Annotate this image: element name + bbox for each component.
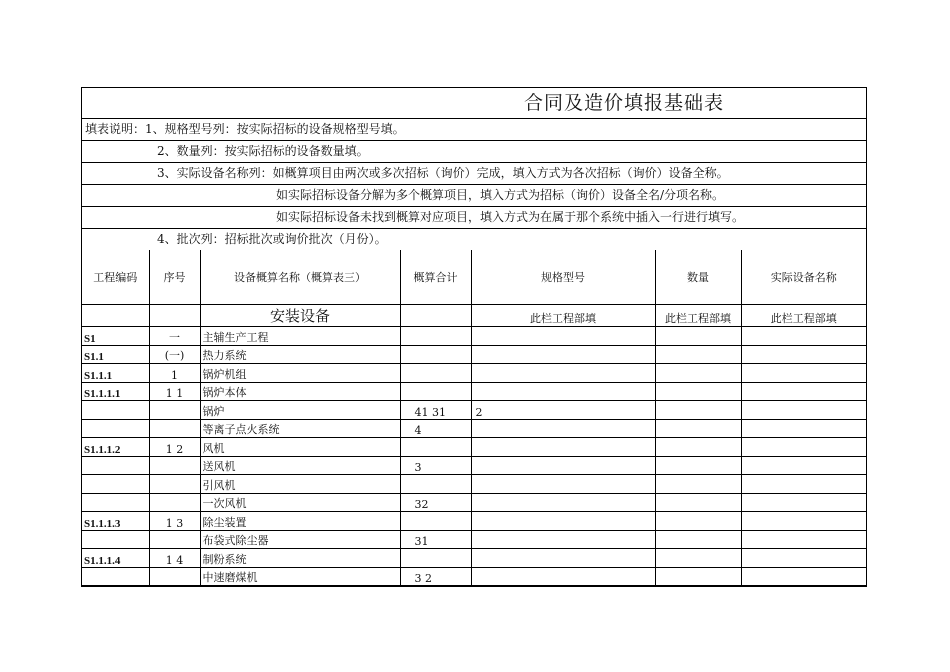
cell-sum xyxy=(400,475,471,494)
cell-spec xyxy=(471,327,655,346)
equipment-table xyxy=(82,250,866,586)
note-text: 3、实际设备名称列：如概算项目由两次或多次招标（询价）完成，填入方式为各次招标（询价）设备全称。 xyxy=(157,166,729,180)
cell-actual xyxy=(741,382,866,401)
cell-spec xyxy=(471,530,655,549)
cell-actual xyxy=(741,493,866,512)
note-row-1 xyxy=(82,119,866,141)
col-header-name: 设备概算名称（概算表三） xyxy=(200,250,400,305)
cell-actual xyxy=(741,327,866,346)
cell-sum: 32 xyxy=(400,493,471,512)
cell-spec xyxy=(471,438,655,457)
col-header-sum: 概算合计 xyxy=(400,250,471,305)
cell-spec xyxy=(471,382,655,401)
cell-sum: 31 xyxy=(400,530,471,549)
cell-name: 一次风机 xyxy=(200,493,400,512)
cell-seq xyxy=(149,567,200,586)
table-row xyxy=(82,382,866,401)
cell-spec xyxy=(471,512,655,531)
cell-spec: 2 xyxy=(471,401,655,420)
table-row xyxy=(82,345,866,364)
cell-code xyxy=(82,567,149,586)
cell-sum: 4 xyxy=(400,419,471,438)
col-header-spec: 规格型号 xyxy=(471,250,655,305)
table-row xyxy=(82,438,866,457)
section-name: 安装设备 xyxy=(200,305,400,327)
cell-code xyxy=(82,493,149,512)
cell-name: 风机 xyxy=(200,438,400,457)
cell-name: 中速磨煤机 xyxy=(200,567,400,586)
cell-actual xyxy=(741,364,866,383)
cell-name: 锅炉机组 xyxy=(200,364,400,383)
note-row-4 xyxy=(82,185,866,207)
title-row xyxy=(82,88,866,119)
table-row xyxy=(82,549,866,568)
cell-code: S1 xyxy=(82,327,149,346)
cell-actual xyxy=(741,512,866,531)
cell-actual xyxy=(741,401,866,420)
note-row-5 xyxy=(82,207,866,229)
cell-code: S1.1.1.1 xyxy=(82,382,149,401)
cell-seq xyxy=(149,475,200,494)
cell-code: S1.1.1.4 xyxy=(82,549,149,568)
col-header-qty: 数量 xyxy=(655,250,741,305)
cell-seq: 1 4 xyxy=(149,549,200,568)
cell-spec xyxy=(471,345,655,364)
note-text: 2、数量列：按实际招标的设备数量填。 xyxy=(157,144,369,158)
col-header-code: 工程编码 xyxy=(82,250,149,305)
cell-sum xyxy=(400,549,471,568)
cell-code xyxy=(82,456,149,475)
cell-code: S1.1.1.3 xyxy=(82,512,149,531)
cell-qty xyxy=(655,401,741,420)
note-text: 填表说明：1、规格型号列：按实际招标的设备规格型号填。 xyxy=(85,122,405,136)
cell-name: 主辅生产工程 xyxy=(200,327,400,346)
page-title: 合同及造价填报基础表 xyxy=(524,92,725,114)
note-text: 如实际招标设备分解为多个概算项目，填入方式为招标（询价）设备全名/分项名称。 xyxy=(276,188,725,202)
cell-qty xyxy=(655,512,741,531)
note-row-2 xyxy=(82,141,866,163)
cell-seq xyxy=(149,493,200,512)
section-spec-note: 此栏工程部填 xyxy=(471,305,655,327)
cell-seq: 1 1 xyxy=(149,382,200,401)
cell-sum xyxy=(400,327,471,346)
cell-sum xyxy=(400,512,471,531)
cell-qty xyxy=(655,567,741,586)
cell-actual xyxy=(741,438,866,457)
cell-name: 引风机 xyxy=(200,475,400,494)
cell-code: S1.1 xyxy=(82,345,149,364)
table-row xyxy=(82,401,866,420)
cell-seq xyxy=(149,530,200,549)
table-row xyxy=(82,364,866,383)
cell-code: S1.1.1 xyxy=(82,364,149,383)
cell-seq: 1 xyxy=(149,364,200,383)
cell-qty xyxy=(655,438,741,457)
col-header-actual: 实际设备名称 xyxy=(741,250,866,305)
col-header-seq: 序号 xyxy=(149,250,200,305)
cell-sum xyxy=(400,345,471,364)
cell-sum: 41 31 xyxy=(400,401,471,420)
cell-seq: 1 3 xyxy=(149,512,200,531)
cell-seq xyxy=(149,456,200,475)
table-row xyxy=(82,456,866,475)
cell-name: 锅炉 xyxy=(200,401,400,420)
cell-qty xyxy=(655,530,741,549)
note-text: 如实际招标设备未找到概算对应项目，填入方式为在属于那个系统中插入一行进行填写。 xyxy=(276,210,745,224)
cell-sum: 3 xyxy=(400,456,471,475)
cell-actual xyxy=(741,345,866,364)
table-row xyxy=(82,493,866,512)
section-actual-note: 此栏工程部填 xyxy=(741,305,866,327)
cell-qty xyxy=(655,493,741,512)
cell-actual xyxy=(741,530,866,549)
note-row-6 xyxy=(82,229,866,250)
cell-qty xyxy=(655,549,741,568)
cell-sum xyxy=(400,364,471,383)
note-text: 4、批次列：招标批次或询价批次（月份）。 xyxy=(157,232,387,246)
cell-name: 等离子点火系统 xyxy=(200,419,400,438)
cell-name: 热力系统 xyxy=(200,345,400,364)
cell-spec xyxy=(471,419,655,438)
base-form-sheet xyxy=(81,87,867,587)
cell-qty xyxy=(655,345,741,364)
table-row xyxy=(82,512,866,531)
table-row xyxy=(82,475,866,494)
cell-actual xyxy=(741,419,866,438)
cell-sum xyxy=(400,382,471,401)
cell-name: 布袋式除尘器 xyxy=(200,530,400,549)
cell-spec xyxy=(471,549,655,568)
table-body xyxy=(82,327,866,586)
table-row xyxy=(82,327,866,346)
cell-name: 制粉系统 xyxy=(200,549,400,568)
section-qty-note: 此栏工程部填 xyxy=(655,305,741,327)
cell-seq xyxy=(149,419,200,438)
cell-code: S1.1.1.2 xyxy=(82,438,149,457)
cell-qty xyxy=(655,382,741,401)
cell-qty xyxy=(655,364,741,383)
cell-sum: 3 2 xyxy=(400,567,471,586)
cell-spec xyxy=(471,456,655,475)
cell-code xyxy=(82,401,149,420)
cell-qty xyxy=(655,456,741,475)
note-row-3 xyxy=(82,163,866,185)
cell-code xyxy=(82,475,149,494)
cell-spec xyxy=(471,475,655,494)
cell-actual xyxy=(741,549,866,568)
cell-qty xyxy=(655,475,741,494)
cell-seq: 1 2 xyxy=(149,438,200,457)
cell-seq: (一) xyxy=(149,345,200,364)
cell-actual xyxy=(741,456,866,475)
cell-spec xyxy=(471,493,655,512)
cell-seq: 一 xyxy=(149,327,200,346)
header-row xyxy=(82,250,866,305)
table-row xyxy=(82,567,866,586)
cell-code xyxy=(82,419,149,438)
cell-actual xyxy=(741,475,866,494)
cell-spec xyxy=(471,364,655,383)
cell-name: 除尘装置 xyxy=(200,512,400,531)
table-row xyxy=(82,419,866,438)
cell-sum xyxy=(400,438,471,457)
cell-actual xyxy=(741,567,866,586)
cell-seq xyxy=(149,401,200,420)
cell-name: 送风机 xyxy=(200,456,400,475)
cell-name: 锅炉本体 xyxy=(200,382,400,401)
cell-qty xyxy=(655,419,741,438)
cell-qty xyxy=(655,327,741,346)
section-row xyxy=(82,305,866,327)
table-row xyxy=(82,530,866,549)
cell-code xyxy=(82,530,149,549)
cell-spec xyxy=(471,567,655,586)
